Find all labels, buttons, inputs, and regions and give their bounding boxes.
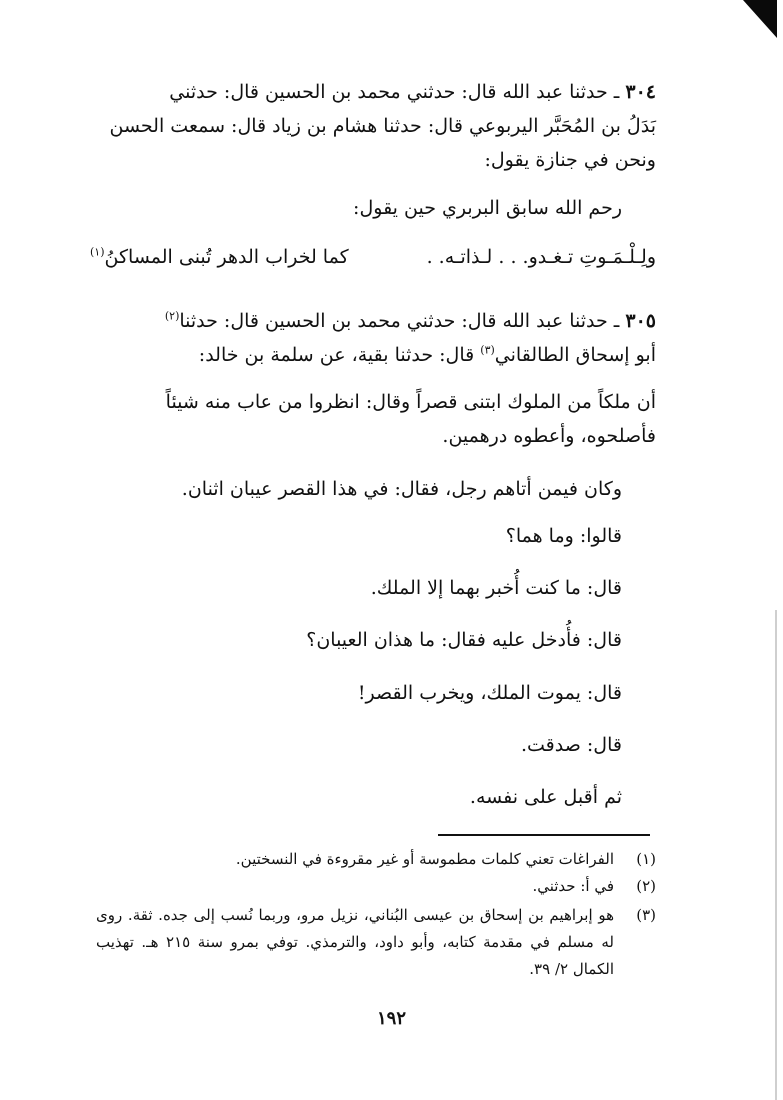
footnote-ref-3: (٣) — [480, 343, 495, 357]
story-para-3: قالوا: وما هما؟ — [505, 525, 622, 547]
footnote-1-number: (١) — [636, 850, 656, 868]
entry-305-line-1 — [96, 306, 656, 336]
story-para-1-line-2: فأصلحوه، وأعطوه درهمين. — [442, 425, 656, 447]
verse-hemistich-2: كما لخراب الدهر تُبنى المساكنُ — [104, 246, 349, 268]
story-para-6: قال: يموت الملك، ويخرب القصر! — [357, 682, 622, 704]
footnote-ref-2: (٢) — [164, 309, 180, 323]
story-para-1-line-1: أن ملكاً من الملوك ابتنى قصراً وقال: انظروا من عاب منه شيئاً — [165, 391, 656, 413]
footnote-ref-1: (١) — [90, 245, 105, 259]
entry-305-line-2-rest: قال: حدثنا بقية، عن سلمة بن خالد: — [198, 344, 481, 366]
footnote-1-text: الفراغات تعني كلمات مطموسة أو غير مقروءة في النسختين. — [235, 850, 614, 868]
entry-305-number: ٣٠٥ — [625, 310, 656, 332]
page-number: ١٩٢ — [376, 1008, 406, 1029]
entry-304-line-1 — [96, 77, 656, 107]
verse-hemistich-2-wrap — [90, 240, 349, 274]
entry-304-line-3: ونحن في جنازة يقول: — [484, 149, 656, 171]
footnote-3-number: (٣) — [636, 906, 656, 924]
story-para-8: ثم أقبل على نفسه. — [469, 786, 622, 808]
entry-305-line-2 — [96, 340, 656, 370]
verse-couplet — [90, 240, 656, 274]
corner-mark — [743, 0, 777, 38]
entry-305-line-1-text: ـ حدثنا عبد الله قال: حدثني محمد بن الحسين قال: حدثنا — [179, 310, 620, 332]
story-para-7: قال: صدقت. — [520, 734, 622, 756]
footnote-2-number: (٢) — [636, 877, 656, 895]
footnote-3 — [96, 902, 656, 983]
story-para-4: قال: ما كنت أُخبر بهما إلا الملك. — [370, 577, 622, 599]
footnote-separator — [438, 834, 650, 836]
entry-304-line-1-text: ـ حدثنا عبد الله قال: حدثني محمد بن الحسين قال: حدثني — [169, 81, 620, 103]
entry-304-line-2: بَدَلُ بن المُحَبَّر اليربوعي قال: حدثنا هشام بن زياد قال: سمعت الحسن — [109, 115, 656, 137]
story-para-5: قال: فأُدخل عليه فقال: ما هذان العيبان؟ — [306, 629, 622, 651]
footnote-2 — [96, 873, 656, 900]
story-para-2: وكان فيمن أتاهم رجل، فقال: في هذا القصر عيبان اثنان. — [181, 478, 622, 500]
footnote-2-text: في أ: حدثني. — [532, 877, 614, 895]
entry-304-number: ٣٠٤ — [625, 81, 656, 103]
footnote-1 — [96, 846, 656, 873]
narrator-name: أبو إسحاق الطالقاني — [494, 344, 656, 366]
footnote-3-text: هو إبراهيم بن إسحاق بن عيسى البُناني، نزيل مرو، وربما نُسب إلى جده. ثقة. روى له مسلم في مقدمة كتابه، وأبو داود، والترمذي. توفي بمرو سنة ٢١٥ هـ. تهذيب الكمال ٢/ ٣٩. — [96, 906, 615, 978]
verse-hemistich-1: ولِـلْـمَـوتِ تـغـدو. . . لـذاتـه. . — [426, 246, 656, 268]
entry-304-quote-intro: رحم الله سابق البربري حين يقول: — [353, 197, 622, 219]
